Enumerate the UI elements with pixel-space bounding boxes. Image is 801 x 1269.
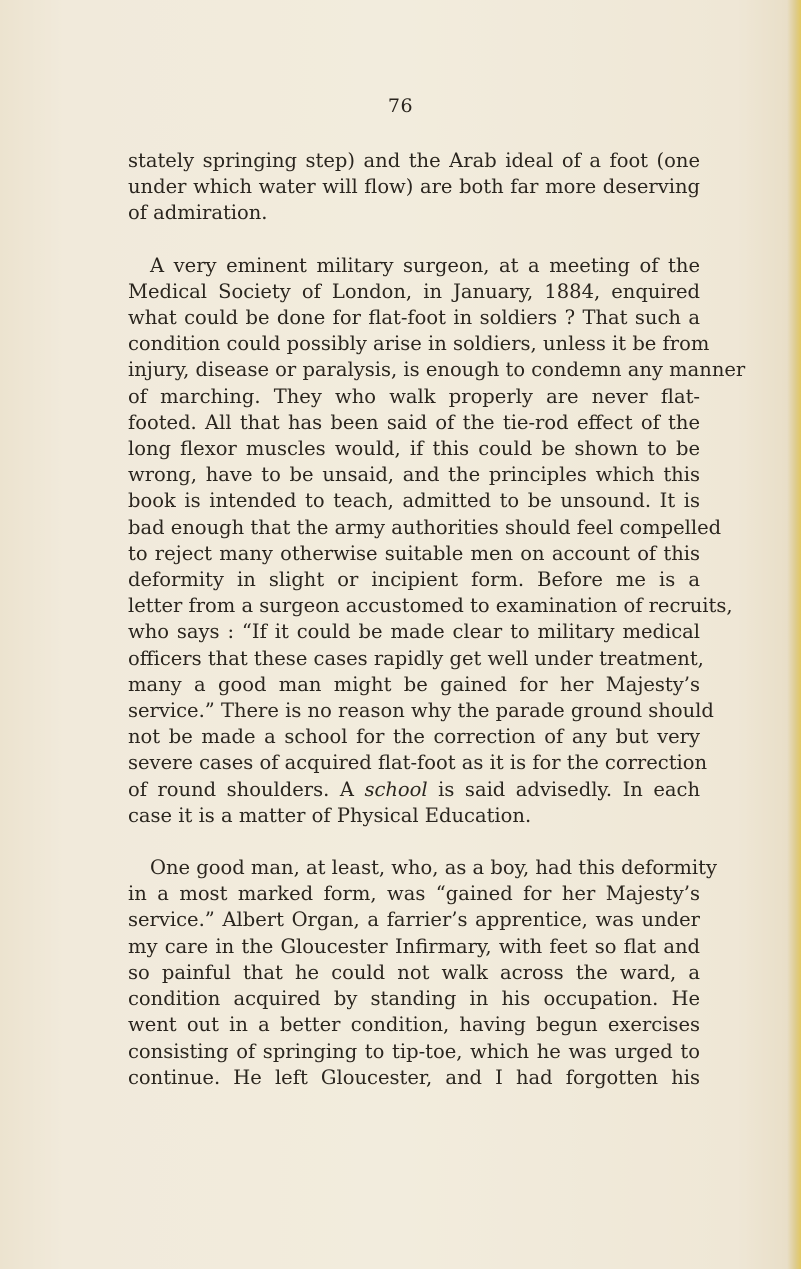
paragraph-2 (128, 253, 746, 829)
text-line: letter from a surgeon accustomed to examination of recruits, (128, 594, 733, 618)
text-line: condition could possibly arise in soldiers, unless it be from (128, 332, 710, 356)
text-line: bad enough that the army authorities should feel compelled (128, 515, 722, 539)
text-line: A very eminent military surgeon, at a meeting of the (150, 253, 700, 277)
paragraph-1 (128, 148, 700, 227)
text-line: so painful that he could not walk across the ward, a (128, 960, 700, 984)
text-line: service.” There is no reason why the parade ground should (128, 699, 714, 723)
text-line: what could be done for flat-foot in soldiers ? That such a (128, 306, 700, 330)
text-line: long flexor muscles would, if this could be shown to be (128, 437, 700, 461)
text-line: went out in a better condition, having begun exercises (128, 1013, 700, 1037)
paragraph-3 (128, 855, 717, 1091)
text-line: case it is a matter of Physical Education. (128, 803, 532, 827)
text-line: wrong, have to be unsaid, and the principles which this (128, 463, 700, 487)
text-line-italic: of round shoulders. A school is said advisedly. In each (128, 777, 701, 801)
text-line: officers that these cases rapidly get well under treatment, (128, 646, 704, 670)
page-number: 76 (387, 95, 414, 117)
text-line: who says : “If it could be made clear to military medical (128, 620, 700, 644)
text-line: my care in the Gloucester Infirmary, with feet so flat and (128, 934, 700, 958)
text-line: in a most marked form, was “gained for her Majesty’s (128, 882, 700, 906)
text-line: to reject many otherwise suitable men on account of this (128, 541, 700, 565)
text-line: service.” Albert Organ, a farrier’s apprentice, was under (128, 908, 700, 932)
text-line: footed. All that has been said of the tie-rod effect of the (128, 410, 700, 434)
text-line: many a good man might be gained for her Majesty’s (128, 672, 700, 696)
text-line: severe cases of acquired flat-foot as it is for the correction (128, 751, 708, 775)
text-line: injury, disease or paralysis, is enough to condemn any manner (128, 358, 746, 382)
text-line: One good man, at least, who, as a boy, had this deformity (150, 856, 717, 880)
text-line: book is intended to teach, admitted to be unsound. It is (128, 489, 700, 513)
text-line: condition acquired by standing in his occupation. He (128, 987, 700, 1011)
text-line: deformity in slight or incipient form. Before me is a (128, 568, 700, 592)
text-line: consisting of springing to tip-toe, which he was urged to (128, 1039, 700, 1063)
text-line: of marching. They who walk properly are never flat- (128, 384, 700, 408)
text-line: Medical Society of London, in January, 1884, enquired (128, 279, 700, 303)
body-text (128, 148, 746, 1091)
text-line: continue. He left Gloucester, and I had forgotten his (128, 1065, 700, 1089)
text-line: of admiration. (128, 201, 268, 225)
page-edge-shadow (787, 0, 801, 1269)
text-line: under which water will flow) are both far more deserving (128, 175, 700, 199)
text-line: stately springing step) and the Arab ideal of a foot (one (128, 149, 700, 172)
text-line: not be made a school for the correction of any but very (128, 725, 700, 749)
